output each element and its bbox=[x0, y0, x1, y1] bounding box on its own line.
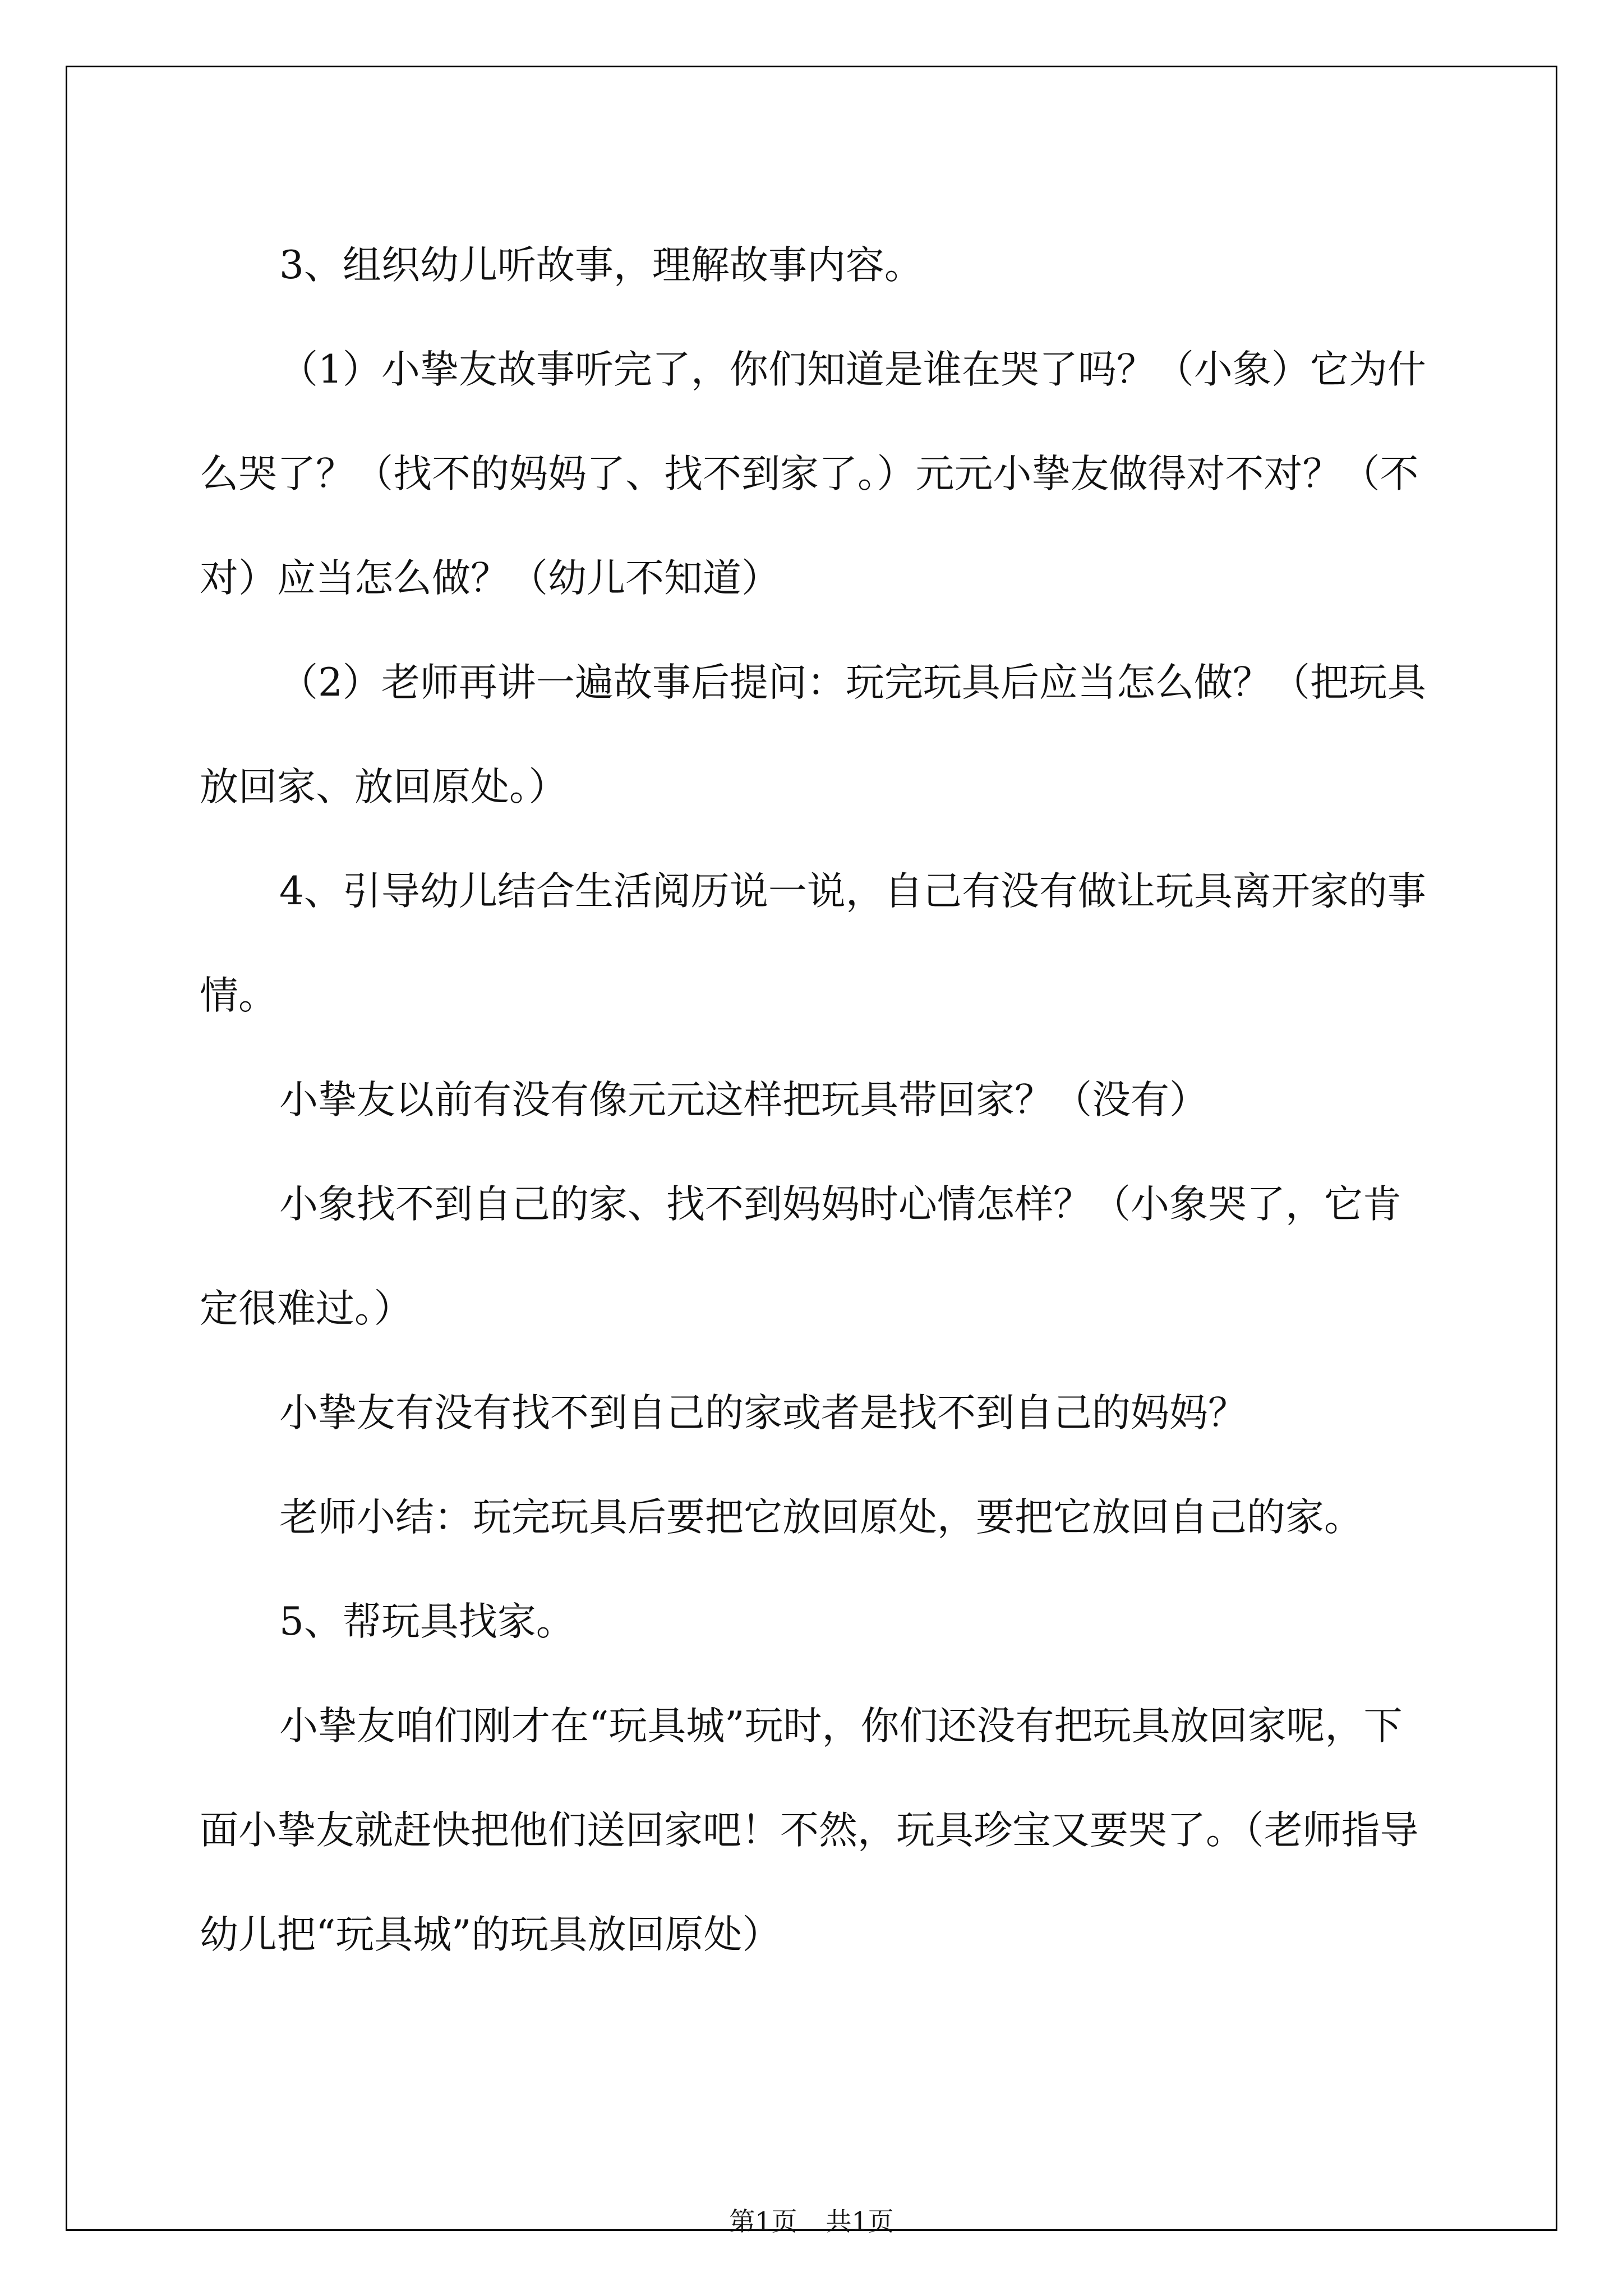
paragraph-step-5: 5、帮玩具找家。 bbox=[279, 1599, 575, 1644]
page-total: 共1页 bbox=[826, 2206, 894, 2237]
paragraph-teacher-summary: 老师小结：玩完玩具后要把它放回原处，要把它放回自己的家。 bbox=[279, 1495, 1363, 1540]
paragraph-step-4: 4、引导幼儿结合生活阅历说一说，自己有没有做让玩具离开家的事情。 bbox=[200, 869, 1426, 1018]
paragraph-step-3: 3、组织幼儿听故事，理解故事内容。 bbox=[279, 243, 923, 288]
paragraph-ask-toy-home: 小挚友以前有没有像元元这样把玩具带回家？（没有） bbox=[279, 1078, 1208, 1122]
paragraph-ask-lost: 小挚友有没有找不到自己的家或者是找不到自己的妈妈？ bbox=[279, 1391, 1247, 1435]
paragraph-ask-elephant-feeling: 小象找不到自己的家、找不到妈妈时心情怎样？（小象哭了，它肯定很难过。） bbox=[200, 1182, 1401, 1331]
document-body bbox=[200, 213, 1436, 1987]
page-footer bbox=[0, 2205, 1623, 2238]
paragraph-question-2: （2）老师再讲一遍故事后提问：玩完玩具后应当怎么做？（把玩具放回家、放回原处。） bbox=[200, 660, 1426, 809]
paragraph-toy-city: 小挚友咱们刚才在“玩具城”玩时，你们还没有把玩具放回家呢，下面小挚友就赶快把他们送回家吧！不然，玩具珍宝又要哭了。（老师指导幼儿把“玩具城”的玩具放回原处） bbox=[200, 1704, 1419, 1957]
page-number: 第1页 bbox=[729, 2206, 797, 2237]
paragraph-question-1: （1）小挚友故事听完了，你们知道是谁在哭了吗？（小象）它为什么哭了？（找不的妈妈了、找不到家了。）元元小挚友做得对不对？（不对）应当怎么做？（幼儿不知道） bbox=[200, 347, 1426, 601]
